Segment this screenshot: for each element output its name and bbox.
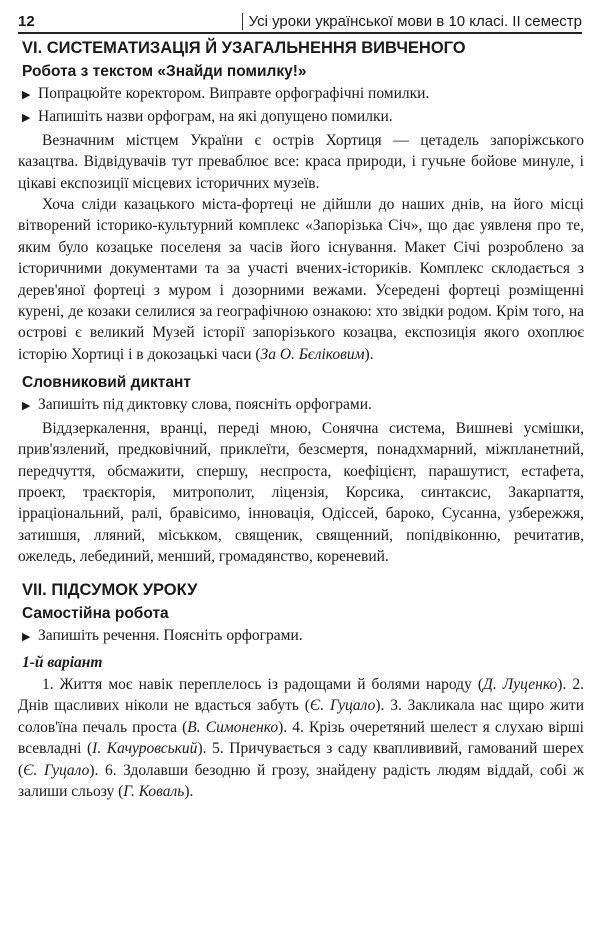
- triangle-bullet-icon: ▶: [22, 89, 31, 101]
- dictation-heading: Словниковий диктант: [22, 374, 191, 392]
- page-content: [18, 36, 584, 802]
- triangle-bullet-icon: ▶: [22, 112, 31, 125]
- section-6-heading: VI. СИСТЕМАТИЗАЦІЯ Й УЗАГАЛЬНЕННЯ ВИВЧЕНОГО: [22, 39, 466, 57]
- page-number: 12: [18, 13, 35, 30]
- task-text: Попрацюйте коректором. Виправте орфографічні помилки.: [38, 85, 430, 102]
- running-title: Усі уроки української мови в 10 класі. II семестр: [242, 13, 582, 30]
- paragraph-1: Везначним містцем України є острів Хортиця — цетадель запоріжського казацтва. Відвідувачів тут преваблює все: краса природи, і гучьне бойове минуле, і цікаві експозиції місцевих історичних музеїв.: [18, 131, 584, 192]
- independent-work-heading: Самостійна робота: [22, 604, 169, 622]
- source-author: В. Симоненко: [187, 718, 279, 736]
- paragraph-2: Хоча сліди казацького міста-фортеці не дійшли до наших днів, на його місці вітворений історико-культурний комплекс «Запорізька Січ», що дає уявленя про те, яким було козацьке поселеня за часів його існування. Макет Січі розроблено за історичними документами та за участі вчених-істориків. Комплекс склодається з дерев'яної фортеці з муром і дозорними вежами. Усередені фортеці розміщенні курені, де козаки селилися за географічною ознакою: хто звідки родом. Крім того, на острові є великий Музей історії запорізького козацва, експозиція якого охоплює історію Хортиці і в докозацькі часи (За О. Бєліковим).: [18, 196, 584, 363]
- section-7-heading: VII. ПІДСУМОК УРОКУ: [22, 580, 198, 599]
- dictation-words: Віддзеркалення, вранці, переді мною, Сонячна система, Вишневі усмішки, прив'язлений, предковічний, приклеїти, безсмертя, понадхмарний, міжпланетний, передчуття, обсмажити, спершу, неспроста, коефіцієнт, парашутист, естафета, проект, траєкторія, митрополит, ліцензія, Корсика, синтаксис, Закарпаття, ірраціональний, ралі, бравісимо, інновація, Одіссей, бароко, Сусанна, узбережжя, затишшя, лляний, міськком, священик, священний, попідвіконню, речитатив, ожеледь, лебединий, менший, громадянство, кореневий.: [18, 419, 584, 566]
- text-work-heading: Робота з текстом «Знайди помилку!»: [22, 63, 307, 80]
- source-author: Є. Гуцало: [23, 761, 90, 779]
- source-author: Г. Коваль: [123, 782, 185, 800]
- task-text: Запишіть під диктовку слова, поясніть орфограми.: [38, 396, 372, 414]
- source-author: І. Качуровський: [92, 740, 198, 758]
- variant-heading: 1-й варіант: [22, 653, 103, 671]
- source-author: Д. Луценко: [483, 675, 558, 693]
- triangle-bullet-icon: ▶: [22, 630, 31, 643]
- source-author: За О. Бєліковим: [260, 345, 365, 363]
- variant-sentences: 1. Життя моє навік переплелось із радощами й болями народу (Д. Луценко). 2. Днів щасливих ніколи не вдасться забуть (Є. Гуцало). 3. Закликала нас щиро жити солов'їна печаль проста (В. Симоненко). 4. Крізь очеретяний шелест я слухаю вірші всевладні (І. Качуровський). 5. Причувається з саду кваплививий, гамований шерех (Є. Гуцало). 6. Здолавши безодню й грозу, знайдену радість людям віддай, собі ж залиши сльозу (Г. Коваль).: [18, 675, 585, 800]
- triangle-bullet-icon: ▶: [22, 400, 31, 413]
- task-item: [18, 394, 584, 417]
- page-header: [18, 4, 582, 34]
- task-text: Запишіть речення. Поясніть орфограми.: [38, 626, 303, 644]
- task-item: [18, 625, 584, 648]
- source-author: Є. Гуцало: [309, 697, 376, 715]
- task-item: [18, 106, 584, 129]
- task-text: Напишіть назви орфограм, на які допущено помилки.: [38, 108, 393, 126]
- task-item: [18, 83, 584, 106]
